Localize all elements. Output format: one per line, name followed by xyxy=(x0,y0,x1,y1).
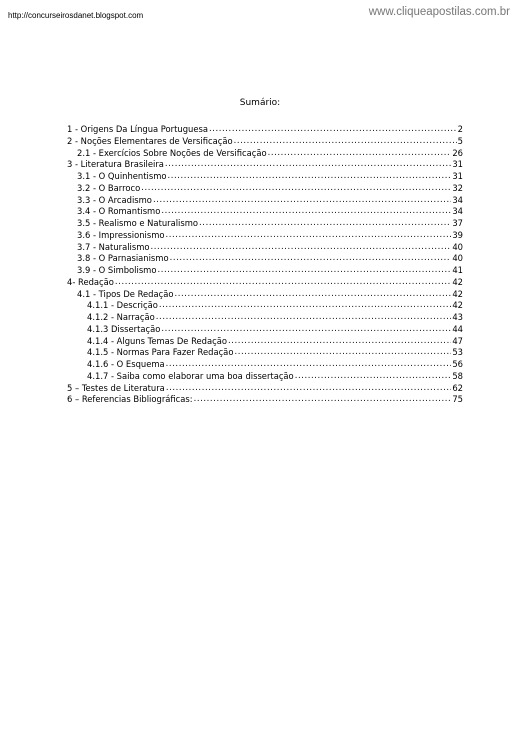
toc-entry-page: 40 xyxy=(452,253,463,264)
toc-dot-leader xyxy=(228,335,451,347)
toc-entry-page: 34 xyxy=(452,206,463,217)
toc-entry-page: 58 xyxy=(452,370,463,381)
toc-entry-page: 56 xyxy=(452,359,463,369)
toc-entry-label: 4.1.1 - Descrição xyxy=(87,300,158,311)
toc-entry-page: 75 xyxy=(452,394,463,405)
toc-dot-leader xyxy=(161,205,451,217)
toc-entry-page: 5 xyxy=(457,135,463,146)
toc-dot-leader xyxy=(295,370,452,382)
toc-entry-page: 31 xyxy=(452,159,463,170)
toc-entry-label: 6 – Referencias Bibliográficas: xyxy=(67,394,193,405)
toc-entry-page: 26 xyxy=(452,147,463,158)
toc-entry-page: 47 xyxy=(452,335,463,346)
toc-dot-leader xyxy=(166,358,452,370)
header-site-url[interactable]: www.cliqueapostilas.com.br xyxy=(368,6,510,18)
toc-entry-label: 4.1.6 - O Esquema xyxy=(87,359,165,369)
toc-entry-label: 4.1 - Tipos De Redação xyxy=(77,288,174,299)
toc-entry-label: 3.2 - O Barroco xyxy=(77,182,141,193)
toc-entry-page: 53 xyxy=(452,347,463,358)
toc-entry-label: 3.1 - O Quinhentismo xyxy=(77,171,167,181)
toc-entry-label: 3.3 - O Arcadismo xyxy=(77,194,152,205)
toc-entry-page: 42 xyxy=(452,300,463,311)
toc-entry-page: 40 xyxy=(452,241,463,252)
toc-entry-page: 37 xyxy=(452,218,463,228)
toc-entry-page: 42 xyxy=(452,288,463,299)
toc-entry-label: 3.5 - Realismo e Naturalismo xyxy=(77,218,199,228)
toc-dot-leader xyxy=(174,288,451,300)
toc-dot-leader xyxy=(157,264,451,276)
toc-entry-page: 41 xyxy=(452,265,463,275)
toc-title: Sumário: xyxy=(239,98,281,108)
toc-entry-page: 62 xyxy=(452,382,463,393)
toc-entry-page: 2 xyxy=(457,124,463,134)
toc-dot-leader xyxy=(115,276,451,288)
toc-entry-label: 3.9 - O Simbolismo xyxy=(77,265,157,275)
toc-dot-leader xyxy=(268,147,452,159)
toc-entry-label: 5 – Testes de Literatura xyxy=(67,382,165,393)
toc-dot-leader xyxy=(151,241,452,253)
toc-entry-label: 2.1 - Exercícios Sobre Noções de Versificação xyxy=(77,147,267,158)
toc-entry-page: 32 xyxy=(452,182,463,193)
toc-entry-label: 4.1.4 - Alguns Temas De Redação xyxy=(87,335,227,346)
toc-entry-label: 4.1.3 Dissertação xyxy=(87,323,161,334)
header-source-url[interactable]: http://concurseirosdanet.blogspot.com xyxy=(8,11,144,20)
toc-entry-page: 31 xyxy=(452,171,463,181)
toc-entry-page: 43 xyxy=(452,312,463,322)
toc-dot-leader xyxy=(159,299,451,311)
toc-dot-leader xyxy=(234,135,457,147)
toc-entry-label: 3.8 - O Parnasianismo xyxy=(77,253,169,264)
toc-dot-leader xyxy=(161,323,451,335)
toc-dot-leader xyxy=(165,229,451,241)
toc-entry-label: 4- Redação xyxy=(67,276,114,287)
toc-dot-leader xyxy=(167,170,451,182)
toc-dot-leader xyxy=(209,123,457,135)
toc-entry-label: 4.1.2 - Narração xyxy=(87,312,155,322)
toc-dot-leader xyxy=(141,182,451,194)
toc-entry-label: 4.1.5 - Normas Para Fazer Redação xyxy=(87,347,234,358)
toc-entry-page: 42 xyxy=(452,276,463,287)
toc-entry-label: 1 - Origens Da Língua Portuguesa xyxy=(67,124,208,134)
toc-entry-page: 39 xyxy=(452,229,463,240)
toc-entry-label: 4.1.7 - Saiba como elaborar uma boa dissertação xyxy=(87,370,294,381)
toc-entry-label: 3 - Literatura Brasileira xyxy=(67,159,164,170)
toc-entry-label: 3.4 - O Romantismo xyxy=(77,206,161,217)
toc-entry-label: 3.7 - Naturalismo xyxy=(77,241,150,252)
toc-dot-leader xyxy=(166,382,452,394)
toc-dot-leader xyxy=(194,393,452,405)
table-of-contents xyxy=(67,124,463,406)
toc-dot-leader xyxy=(199,217,451,229)
toc-dot-leader xyxy=(153,194,451,206)
toc-dot-leader xyxy=(170,252,452,264)
toc-entry-page: 44 xyxy=(452,323,463,334)
toc-dot-leader xyxy=(234,346,451,358)
toc-entry[interactable] xyxy=(67,394,463,406)
toc-dot-leader xyxy=(156,311,452,323)
toc-entry-page: 34 xyxy=(452,194,463,205)
toc-entry-label: 3.6 - Impressionismo xyxy=(77,229,165,240)
toc-entry-label: 2 - Noções Elementares de Versificação xyxy=(67,135,233,146)
toc-dot-leader xyxy=(165,158,451,170)
